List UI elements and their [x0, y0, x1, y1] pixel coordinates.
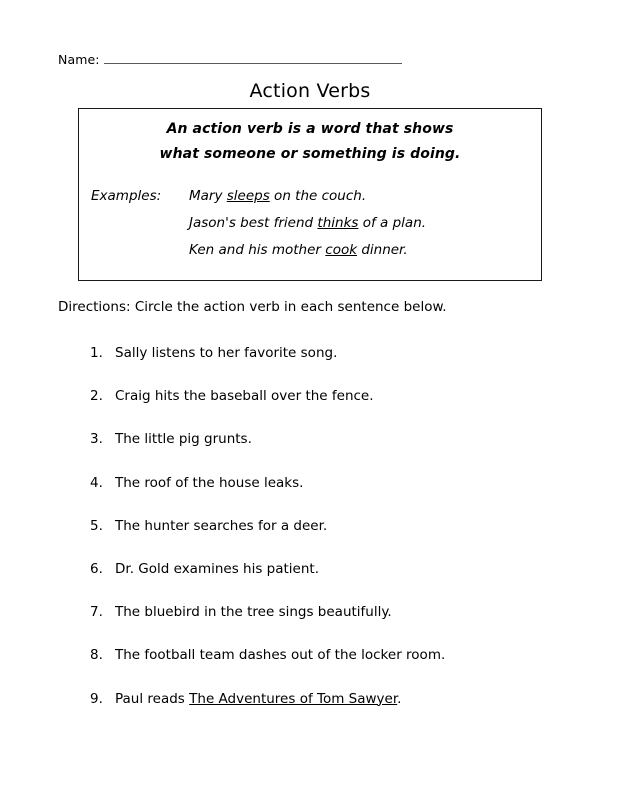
example-text-after: of a plan. [358, 215, 427, 231]
example-sentence [189, 242, 541, 258]
example-sentence [189, 188, 541, 204]
name-field-row [58, 52, 402, 67]
question-number: 2. [90, 388, 103, 405]
question-sentence: Dr. Gold examines his patient. [115, 560, 320, 577]
directions-text: Directions: Circle the action verb in each sentence below. [58, 299, 447, 315]
question-item[interactable] [90, 691, 560, 734]
definition-line-2: what someone or something is doing. [159, 146, 461, 162]
example-text-before: Jason's best friend [189, 215, 318, 231]
question-item[interactable] [90, 604, 560, 647]
question-sentence: The football team dashes out of the locker room. [115, 647, 446, 664]
example-action-verb: thinks [317, 215, 359, 231]
question-sentence: Craig hits the baseball over the fence. [115, 388, 374, 405]
question-number: 3. [90, 431, 103, 448]
question-number: 6. [90, 560, 103, 577]
question-number: 5. [90, 517, 103, 534]
question-sentence: Sally listens to her favorite song. [115, 345, 338, 361]
question-sentence: The roof of the house leaks. [115, 474, 304, 491]
definition-box [78, 108, 542, 281]
name-label: Name: [58, 52, 100, 67]
question-item[interactable] [90, 388, 560, 431]
question-sentence: The hunter searches for a deer. [115, 517, 328, 534]
question-number: 8. [90, 647, 103, 664]
question-number: 4. [90, 474, 103, 491]
question-number: 7. [90, 604, 103, 621]
book-title: The Adventures of Tom Sawyer [189, 690, 398, 707]
examples-section [79, 188, 541, 258]
question-sentence [115, 691, 401, 707]
example-text-after: on the couch. [269, 188, 367, 204]
question-item[interactable] [90, 518, 560, 561]
question-item[interactable] [90, 345, 560, 388]
examples-list [189, 188, 541, 258]
example-action-verb: cook [325, 242, 358, 258]
definition-line-1: An action verb is a word that shows [166, 121, 454, 137]
question-item[interactable] [90, 475, 560, 518]
example-text-before: Ken and his mother [189, 242, 326, 258]
question-text-before: Paul reads [115, 690, 190, 707]
question-number: 9. [90, 690, 103, 707]
question-number: 1. [90, 345, 103, 361]
question-sentence: The bluebird in the tree sings beautifully. [115, 604, 392, 621]
question-item[interactable] [90, 647, 560, 690]
question-text-after: . [397, 690, 402, 707]
question-list [90, 345, 560, 734]
question-item[interactable] [90, 431, 560, 474]
example-text-before: Mary [189, 188, 227, 204]
example-action-verb: sleeps [226, 188, 270, 204]
examples-label: Examples: [91, 188, 162, 204]
name-write-in-line[interactable] [104, 63, 402, 64]
question-sentence: The little pig grunts. [115, 431, 252, 448]
question-item[interactable] [90, 561, 560, 604]
example-sentence [189, 215, 541, 231]
example-text-after: dinner. [357, 242, 408, 258]
page-title: Action Verbs [249, 80, 371, 102]
